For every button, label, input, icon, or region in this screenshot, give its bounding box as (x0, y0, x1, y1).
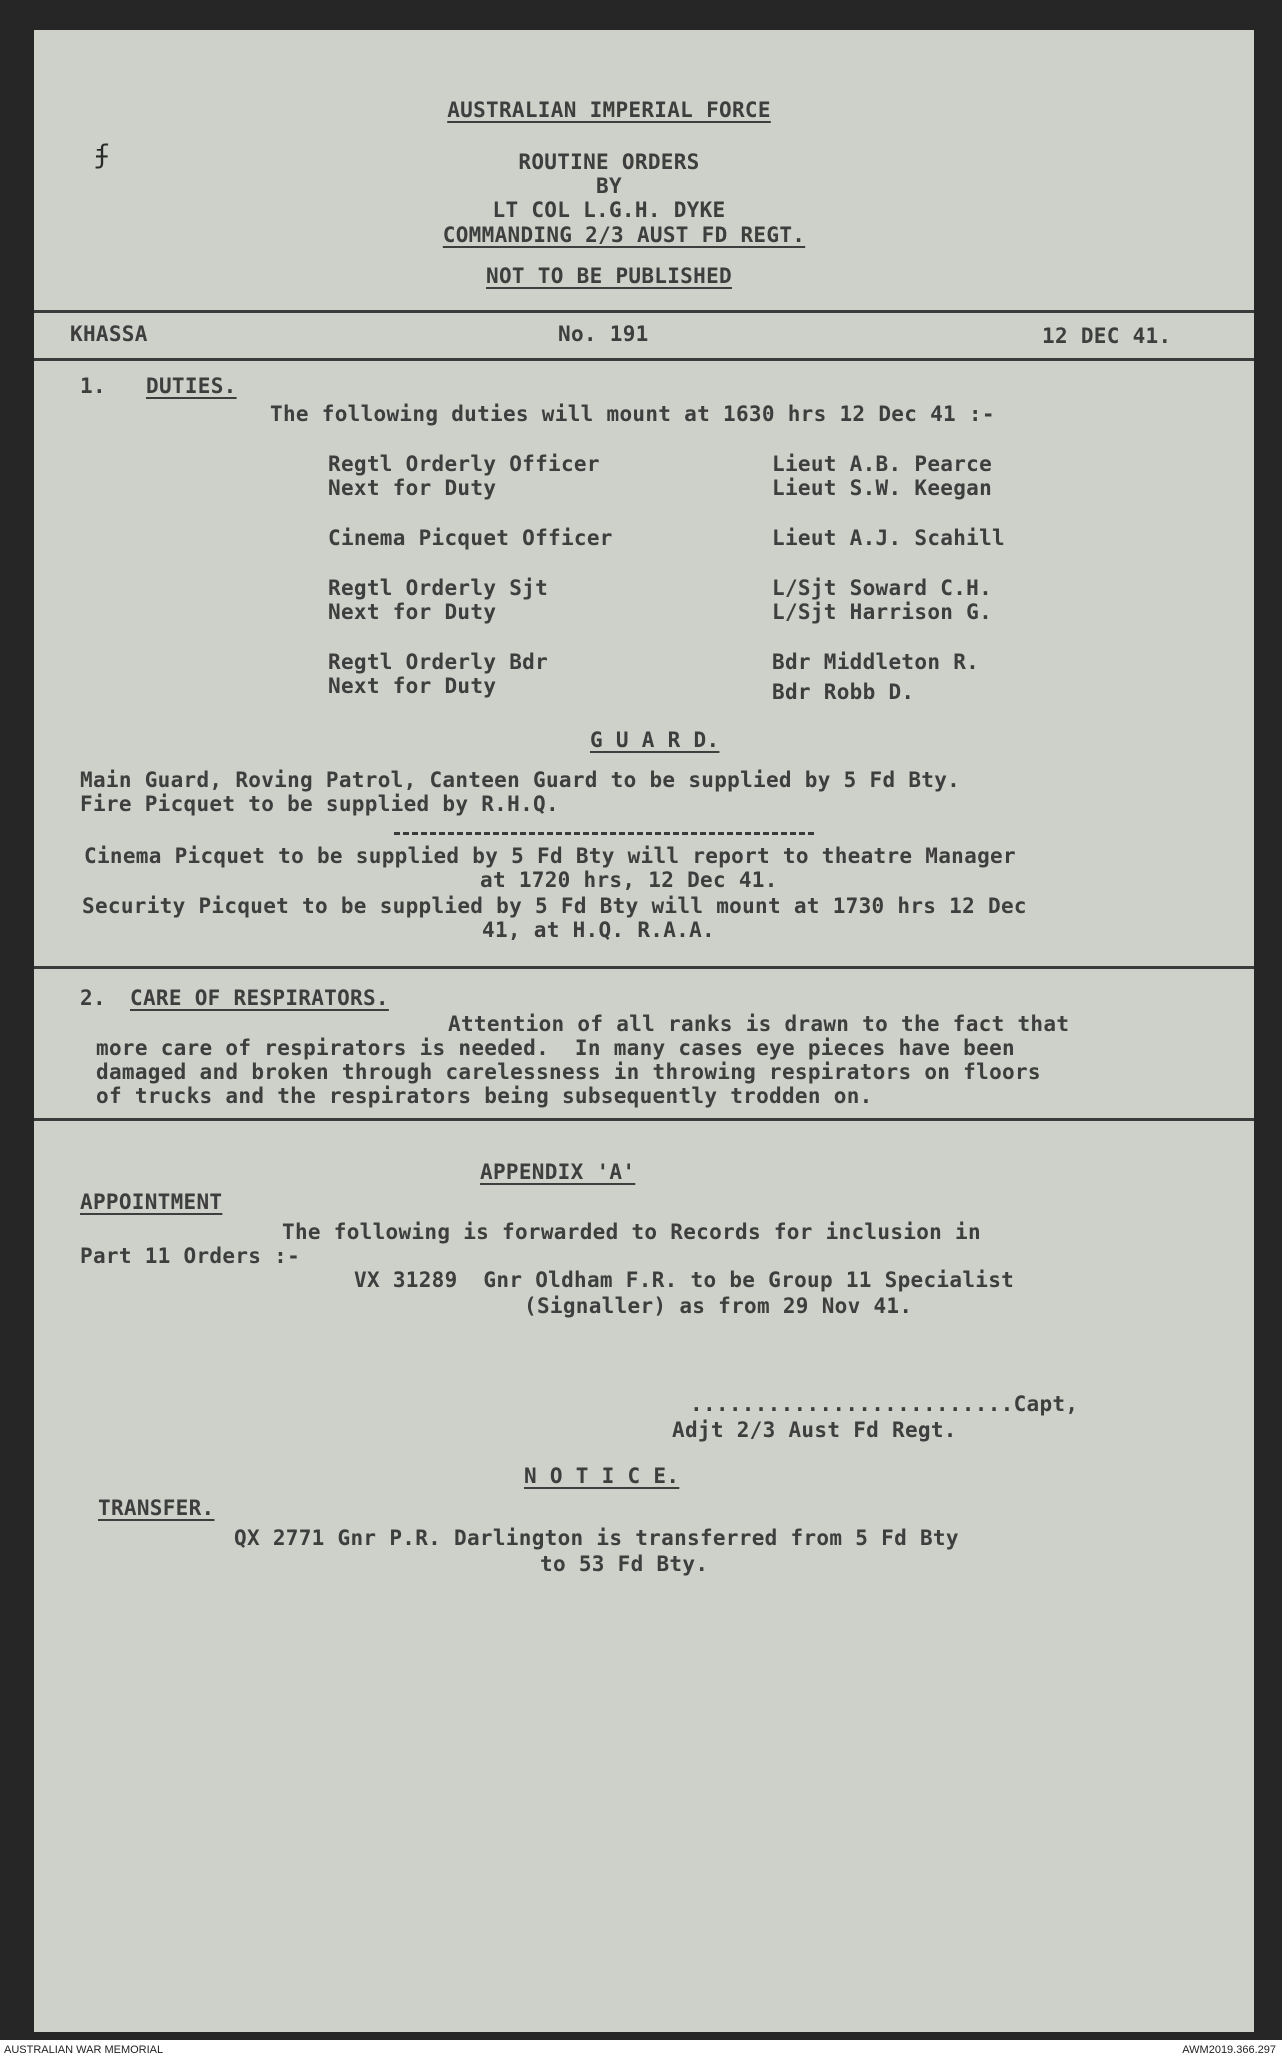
divider (34, 310, 1254, 313)
document-sheet (34, 30, 1254, 2032)
appendix-line: Part 11 Orders :- (80, 1244, 301, 1268)
order-date: 12 DEC 41. (1042, 324, 1172, 348)
notice-line: to 53 Fd Bty. (540, 1552, 709, 1576)
guard-line: Security Picquet to be supplied by 5 Fd Bty will mount at 1730 hrs 12 Dec (82, 894, 1027, 918)
section-number: 2. (80, 986, 106, 1010)
guard-line: at 1720 hrs, 12 Dec 41. (480, 868, 778, 892)
appendix-heading: APPENDIX 'A' (480, 1160, 636, 1184)
appendix-line: (Signaller) as from 29 Nov 41. (524, 1294, 913, 1318)
signature-title: Adjt 2/3 Aust Fd Regt. (672, 1418, 957, 1442)
section-heading-duties: DUTIES. (146, 374, 237, 398)
duty-person: L/Sjt Harrison G. (772, 600, 993, 624)
duty-name: Next for Duty (328, 600, 497, 624)
respirators-line: more care of respirators is needed. In many cases eye pieces have been (96, 1036, 1015, 1060)
guard-line: Fire Picquet to be supplied by R.H.Q. (80, 792, 559, 816)
divider (34, 966, 1254, 969)
guard-line: Cinema Picquet to be supplied by 5 Fd Bty will report to theatre Manager (84, 844, 1016, 868)
respirators-line: of trucks and the respirators being subsequently trodden on. (96, 1084, 873, 1108)
divider (34, 1118, 1254, 1121)
duty-name: Regtl Orderly Officer (328, 452, 600, 476)
duty-person: Lieut A.B. Pearce (772, 452, 993, 476)
force-title: AUSTRALIAN IMPERIAL FORCE (447, 98, 771, 122)
signature-line: .........................Capt, (690, 1392, 1079, 1416)
order-place: KHASSA (70, 322, 148, 346)
guard-line: Main Guard, Roving Patrol, Canteen Guard to be supplied by 5 Fd Bty. (80, 768, 961, 792)
duty-person: Bdr Middleton R. (772, 650, 980, 674)
duty-name: Regtl Orderly Bdr (328, 650, 549, 674)
transfer-heading: TRANSFER. (98, 1496, 215, 1520)
section-heading-respirators: CARE OF RESPIRATORS. (130, 986, 389, 1010)
duties-intro: The following duties will mount at 1630 hrs 12 Dec 41 :- (270, 402, 995, 426)
duty-name: Next for Duty (328, 476, 497, 500)
divider (34, 358, 1254, 361)
notice-line: QX 2771 Gnr P.R. Darlington is transferred from 5 Fd Bty (234, 1526, 959, 1550)
commanding-line: COMMANDING 2/3 AUST FD REGT. (442, 223, 806, 247)
duty-person: Lieut A.J. Scahill (772, 526, 1005, 550)
not-published: NOT TO BE PUBLISHED (486, 264, 732, 288)
respirators-line: Attention of all ranks is drawn to the fact that (448, 1012, 1070, 1036)
notice-heading: N O T I C E. (524, 1464, 680, 1488)
order-number: No. 191 (558, 322, 649, 346)
duty-name: Regtl Orderly Sjt (328, 576, 549, 600)
duty-person: Lieut S.W. Keegan (772, 476, 993, 500)
guard-heading: G U A R D. (590, 728, 720, 752)
section-number: 1. (80, 374, 106, 398)
duty-person: L/Sjt Soward C.H. (772, 576, 993, 600)
appendix-line: The following is forwarded to Records for inclusion in (282, 1220, 981, 1244)
duty-person: Bdr Robb D. (772, 680, 915, 704)
routine-orders-title: ROUTINE ORDERS (518, 150, 700, 174)
footer-institution: AUSTRALIAN WAR MEMORIAL (4, 2044, 164, 2056)
appointment-heading: APPOINTMENT (80, 1190, 223, 1214)
duty-name: Cinema Picquet Officer (328, 526, 613, 550)
respirators-line: damaged and broken through carelessness in throwing respirators on floors (96, 1060, 1041, 1084)
dashed-separator (394, 832, 814, 835)
guard-line: 41, at H.Q. R.A.A. (482, 918, 715, 942)
by-line: BY (596, 174, 622, 198)
officer-name: LT COL L.G.H. DYKE (492, 198, 726, 222)
appendix-line: VX 31289 Gnr Oldham F.R. to be Group 11 Specialist (354, 1268, 1015, 1292)
duty-name: Next for Duty (328, 674, 497, 698)
footer-reference: AWM2019.366.297 (1182, 2044, 1276, 2056)
pen-mark: ʄ (94, 140, 110, 170)
